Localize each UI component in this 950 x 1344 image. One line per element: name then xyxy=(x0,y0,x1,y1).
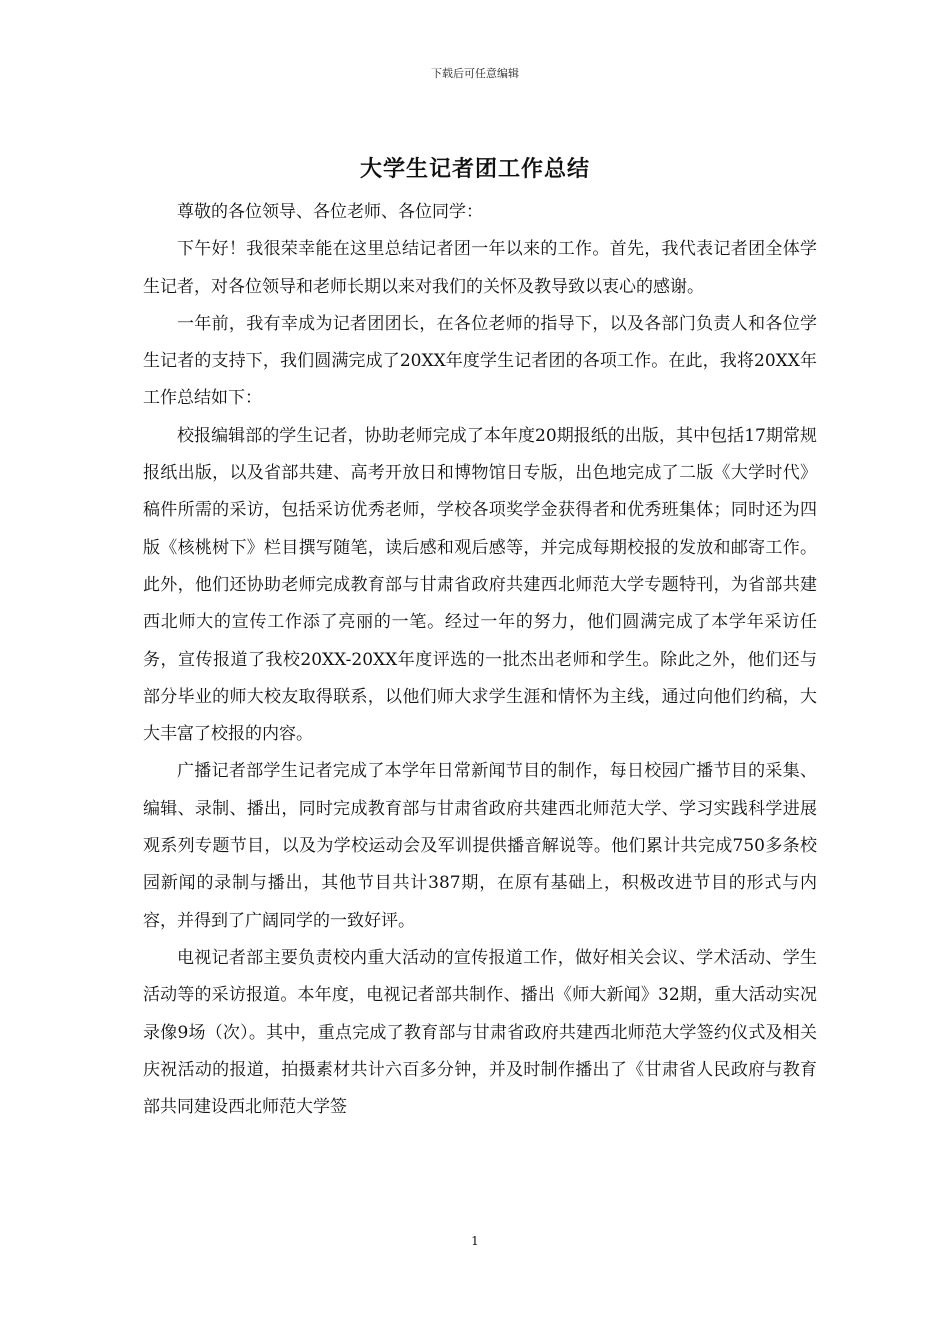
page-number: 1 xyxy=(471,1234,479,1248)
radio-dept-paragraph: 广播记者部学生记者完成了本学年日常新闻节目的制作，每日校园广播节目的采集、编辑、录制、播出，同时完成教育部与甘肃省政府共建西北师范大学、学习实践科学进展观系列专题节目，以及为学校运动会及军训提供播音解说等。他们累计共完成750多条校园新闻的录制与播出，其他节目共计387期，在原有基础上，积极改进节目的形式与内容，并得到了广阔同学的一致好评。 xyxy=(143,761,817,931)
header-note: 下载后可任意编辑 xyxy=(431,67,519,80)
document-body xyxy=(143,194,817,1126)
tv-dept-paragraph: 电视记者部主要负责校内重大活动的宣传报道工作，做好相关会议、学术活动、学生活动等的采访报道。本年度，电视记者部共制作、播出《师大新闻》32期，重大活动实况录像9场（次）。其中，重点完成了教育部与甘肃省政府共建西北师范大学签约仪式及相关庆祝活动的报道，拍摄素材共计六百多分钟，并及时制作播出了《甘肃省人民政府与教育部共同建设西北师范大学签 xyxy=(143,947,817,1118)
newspaper-dept-paragraph: 校报编辑部的学生记者，协助老师完成了本年度20期报纸的出版，其中包括17期常规报纸出版，以及省部共建、高考开放日和博物馆日专版，出色地完成了二版《大学时代》稿件所需的采访，包括采访优秀老师，学校各项奖学金获得者和优秀班集体；同时还为四版《核桃树下》栏目撰写随笔，读后感和观后感等，并完成每期校报的发放和邮寄工作。此外，他们还协助老师完成教育部与甘肃省政府共建西北师范大学专题特刊，为省部共建西北师大的宣传工作添了亮丽的一笔。经过一年的努力，他们圆满完成了本学年采访任务，宣传报道了我校20XX-20XX年度评选的一批杰出老师和学生。除此之外，他们还与部分毕业的师大校友取得联系，以他们师大求学生涯和情怀为主线，通过向他们约稿，大大丰富了校报的内容。 xyxy=(143,425,817,745)
salutation-paragraph: 尊敬的各位领导、各位老师、各位同学： xyxy=(177,202,483,222)
greeting-paragraph: 下午好！我很荣幸能在这里总结记者团一年以来的工作。首先，我代表记者团全体学生记者，对各位领导和老师长期以来对我们的关怀及教导致以衷心的感谢。 xyxy=(143,239,817,297)
document-title: 大学生记者团工作总结 xyxy=(359,156,590,182)
intro-paragraph: 一年前，我有幸成为记者团团长，在各位老师的指导下，以及各部门负责人和各位学生记者的支持下，我们圆满完成了20XX年度学生记者团的各项工作。在此，我将20XX年工作总结如下： xyxy=(143,313,817,409)
